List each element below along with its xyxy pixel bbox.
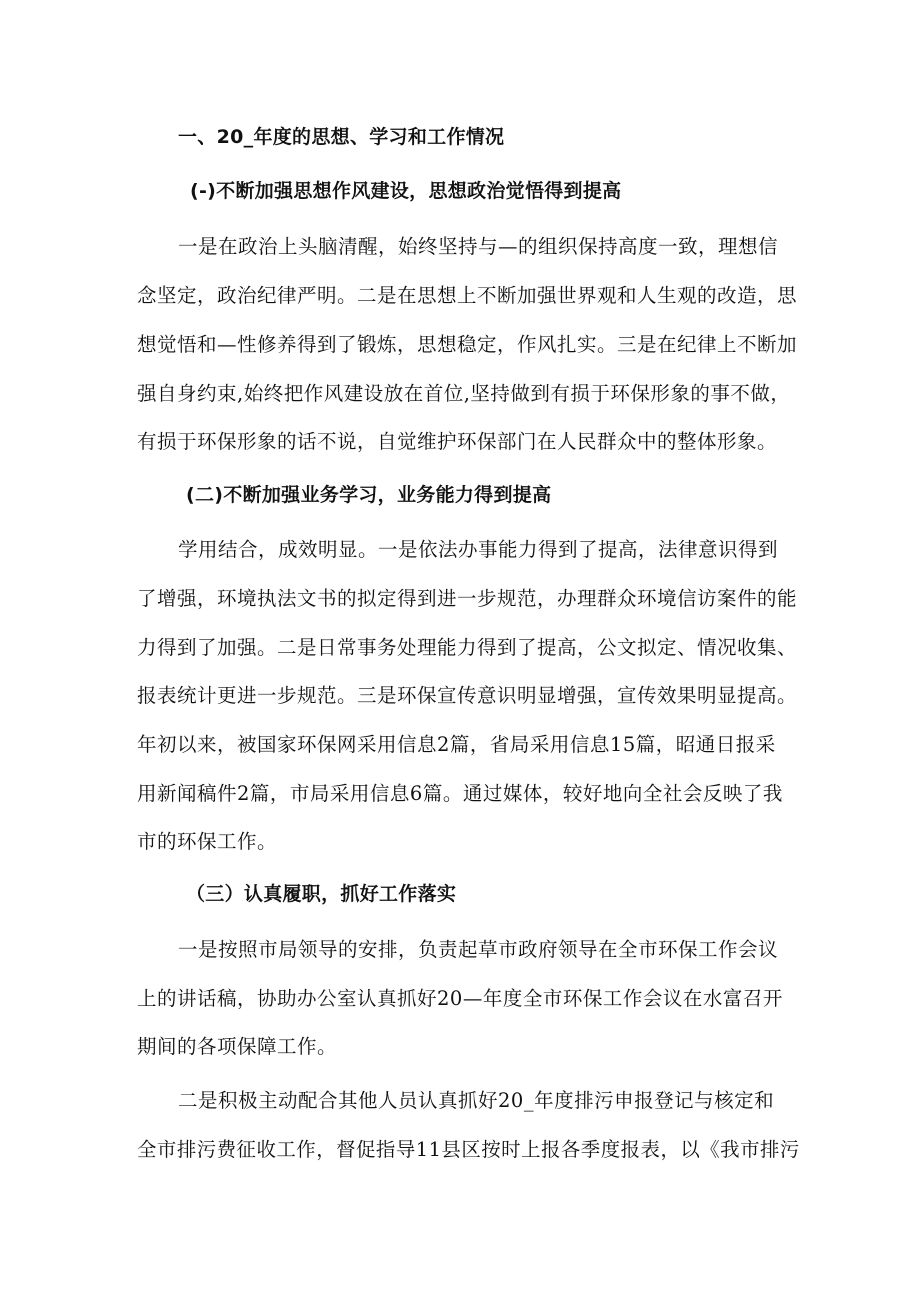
paragraph-line: 报表统计更进一步规范。三是环保宣传意识明显增强，宣传效果明显提高。 <box>137 684 798 707</box>
main-heading: 一、20_年度的思想、学习和工作情况 <box>178 126 505 148</box>
paragraph-line: 了增强，环境执法文书的拟定得到进一步规范，办理群众环境信访案件的能 <box>137 587 798 610</box>
paragraph-line: 学用结合，成效明显。一是依法办事能力得到了提高，法律意识得到 <box>178 538 779 561</box>
section-heading-2: (二)不断加强业务学习，业务能力得到提高 <box>186 484 552 506</box>
paragraph-line: 市的环保工作。 <box>137 830 278 853</box>
paragraph-line: 想觉悟和—性修养得到了锻炼，思想稳定，作风扎实。三是在纪律上不断加 <box>137 333 798 356</box>
paragraph-line: 上的讲话稿，协助办公室认真抓好20—年度全市环保工作会议在水富召开 <box>137 987 783 1010</box>
section-heading-1: (-)不断加强思想作风建设，思想政治觉悟得到提高 <box>190 180 622 202</box>
section-heading-3: （三）认真履职，抓好工作落实 <box>186 883 457 905</box>
paragraph-line: 用新闻稿件2篇，市局采用信息6篇。通过媒体，较好地向全社会反映了我 <box>137 782 783 805</box>
paragraph-line: 力得到了加强。二是日常事务处理能力得到了提高，公文拟定、情况收集、 <box>137 636 798 659</box>
paragraph-line: 念坚定，政治纪律严明。二是在思想上不断加强世界观和人生观的改造，思 <box>137 284 798 307</box>
paragraph-line: 强自身约束,始终把作风建设放在首位,坚持做到有损于环保形象的事不做， <box>137 382 791 405</box>
paragraph-line: 全市排污费征收工作，督促指导11县区按时上报各季度报表，以《我市排污 <box>137 1138 800 1161</box>
paragraph-line: 有损于环保形象的话不说，自觉维护环保部门在人民群众中的整体形象。 <box>137 430 778 453</box>
paragraph-line: 年初以来，被国家环保网采用信息2篇，省局采用信息15篇，昭通日报采 <box>137 733 776 756</box>
paragraph-line: 一是按照市局领导的安排，负责起草市政府领导在全市环保工作会议 <box>178 938 779 961</box>
paragraph-line: 二是积极主动配合其他人员认真抓好20_年度排污申报登记与核定和 <box>178 1089 775 1112</box>
paragraph-line: 期间的各项保障工作。 <box>137 1035 338 1058</box>
paragraph-line: 一是在政治上头脑清醒，始终坚持与—的组织保持高度一致，理想信 <box>178 235 779 258</box>
